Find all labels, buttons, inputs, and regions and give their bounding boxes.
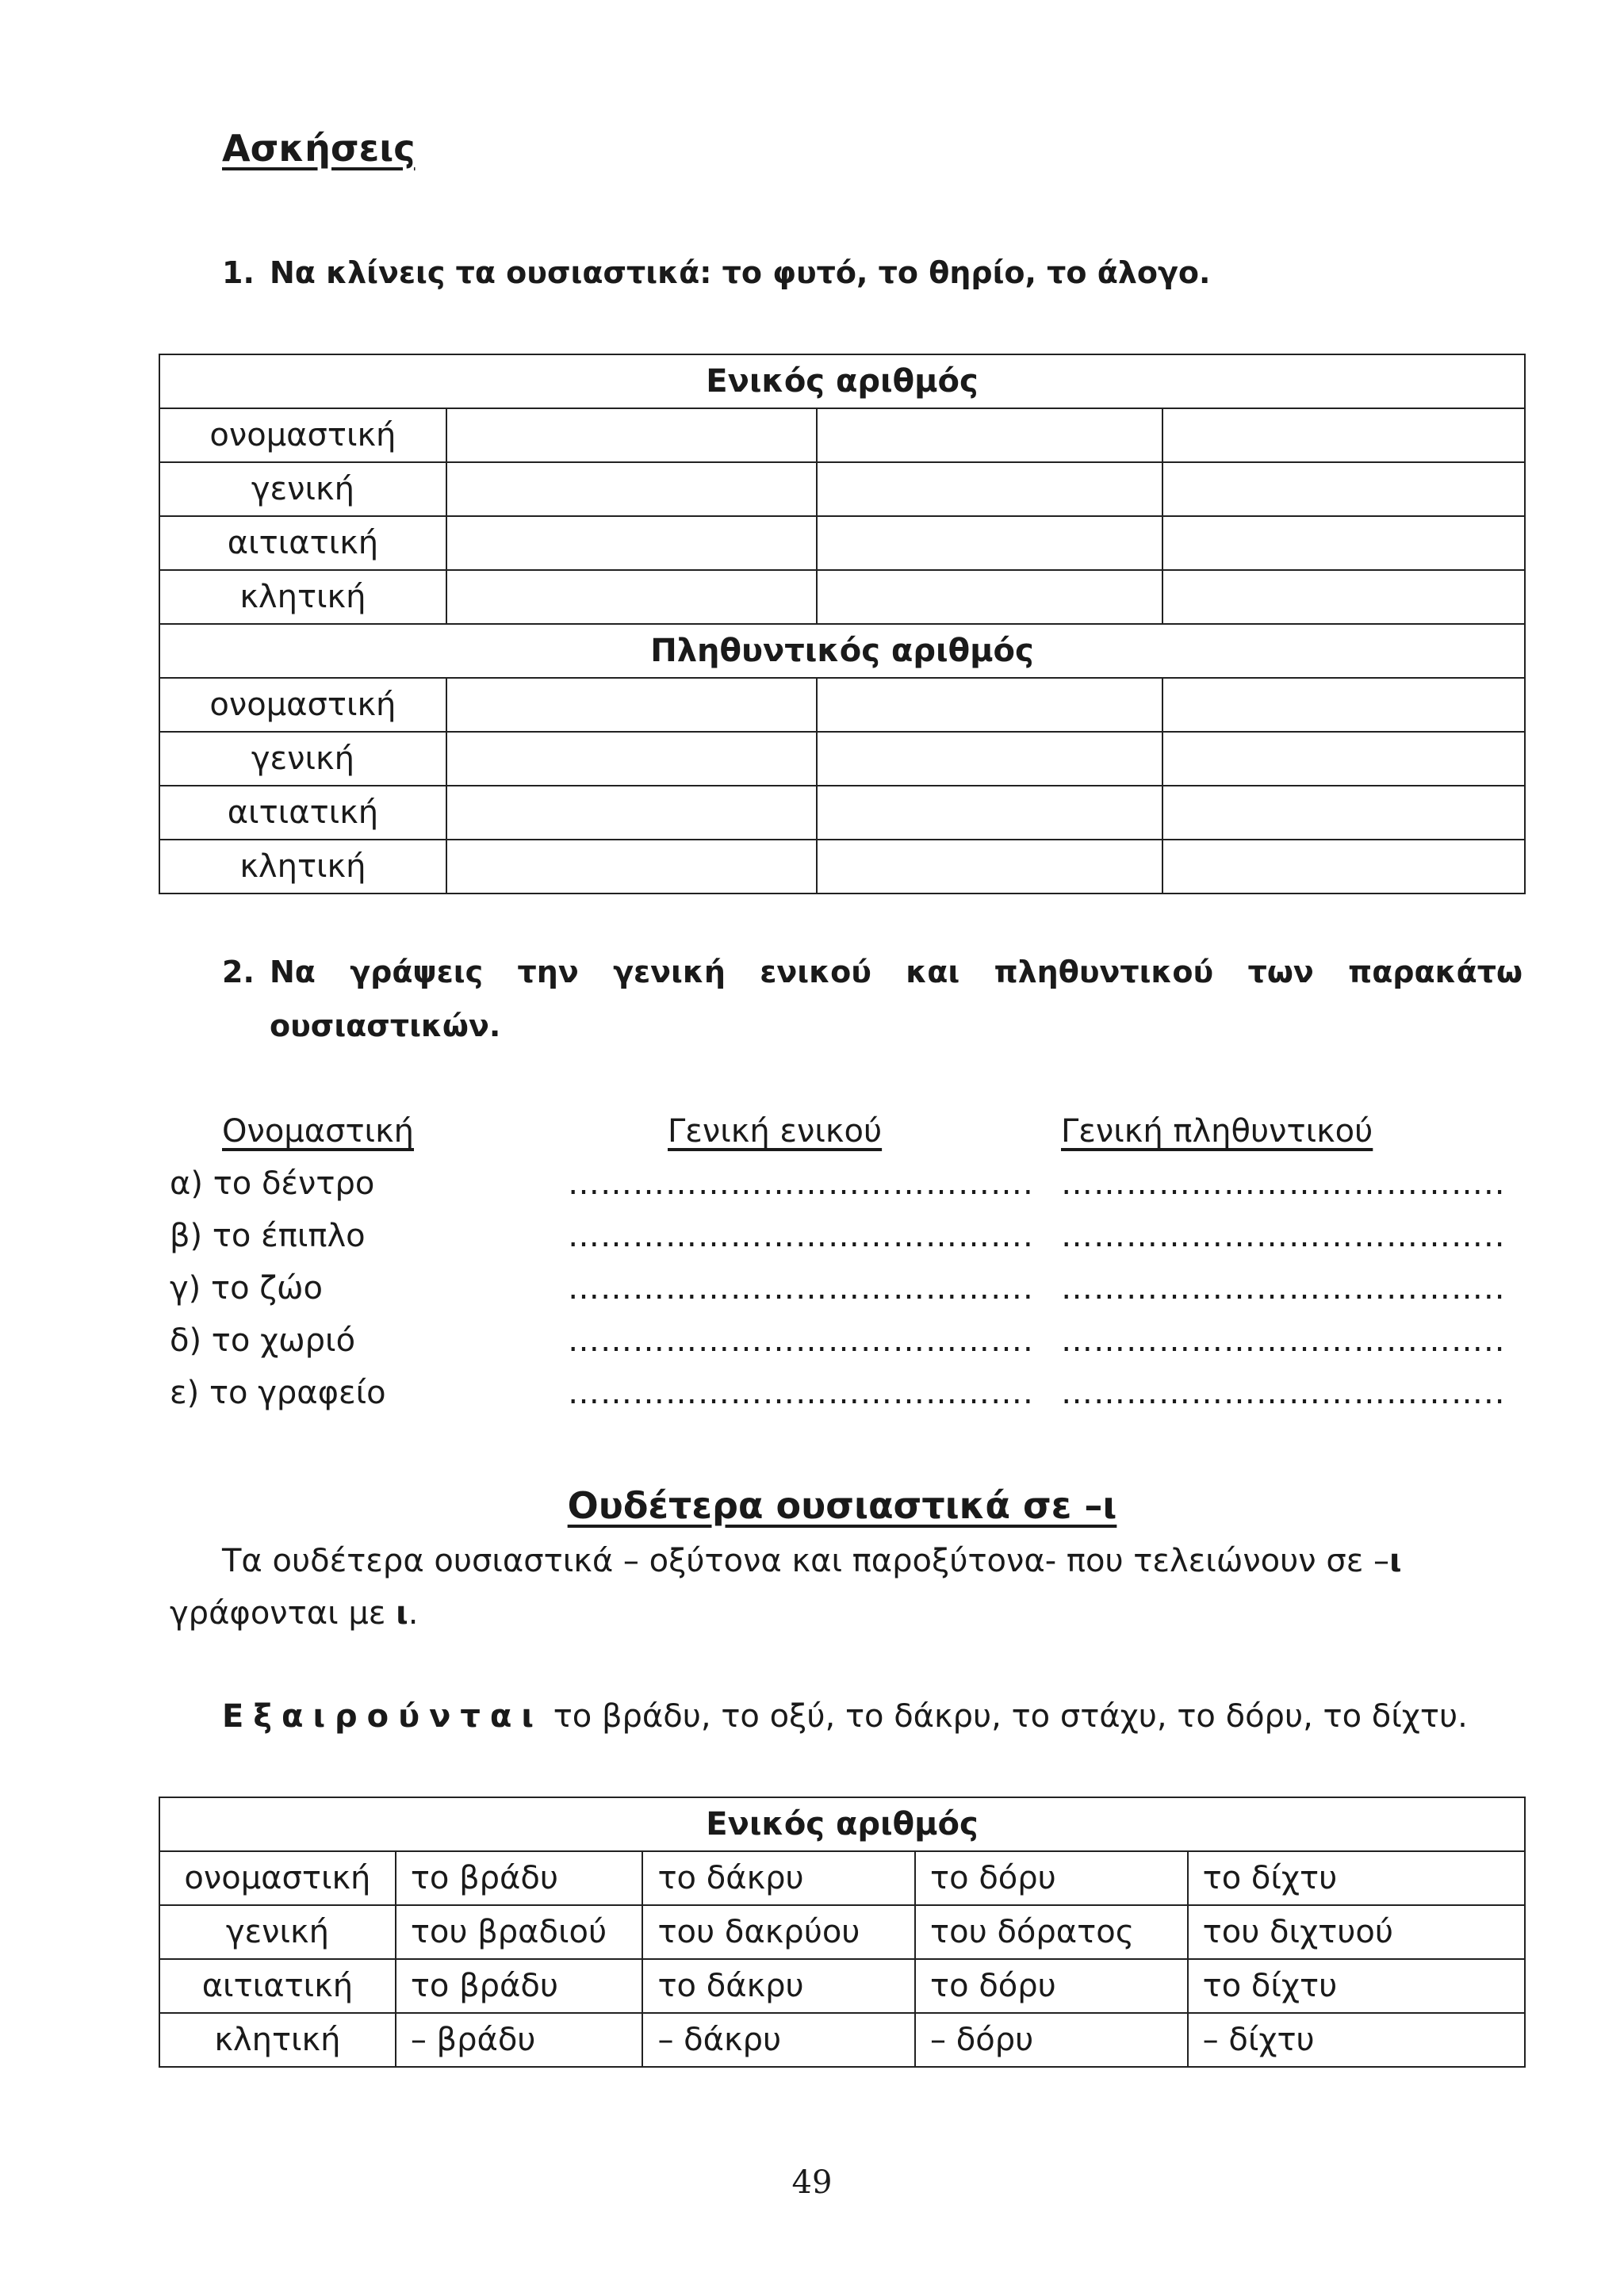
answer-cell[interactable] [1162,462,1525,516]
plural-header: Πληθυντικός αριθμός [159,624,1525,678]
answer-blank[interactable]: ………………………………….. [1061,1375,1506,1411]
exercise-2-number: 2. [222,955,255,989]
answer-blank[interactable]: ……………………………………. [568,1165,1034,1202]
table-row [159,732,1525,786]
section-title: Ουδέτερα ουσιαστικά σε –ι [567,1484,1117,1527]
table-row [159,516,1525,570]
table-row [159,1905,1525,1959]
answer-cell[interactable] [446,678,817,732]
table-cell: του βραδιού [396,1905,643,1959]
case-label: κλητική [159,570,446,624]
answer-cell[interactable] [1162,732,1525,786]
table-row [159,462,1525,516]
answer-blank[interactable]: ……………………………………. [568,1375,1034,1411]
answer-cell[interactable] [1162,678,1525,732]
case-label: γενική [159,1905,396,1959]
answer-cell[interactable] [1162,408,1525,462]
answer-cell[interactable] [817,786,1162,840]
list-item: γ) το ζώο [170,1270,323,1307]
singular-header: Ενικός αριθμός [159,1797,1525,1851]
table-cell: – δίχτυ [1188,2013,1525,2067]
table-cell: το δόρυ [915,1959,1188,2013]
case-label: αιτιατική [159,786,446,840]
answer-cell[interactable] [1162,840,1525,894]
answer-blank[interactable]: ………………………………….. [1061,1165,1506,1202]
answer-cell[interactable] [817,678,1162,732]
exceptions-text: το βράδυ, το οξύ, το δάκρυ, το στάχυ, το δόρυ, το δίχτυ. [543,1698,1468,1735]
table-row [159,678,1525,732]
column-header-genitive-singular: Γενική ενικού [668,1113,883,1150]
answer-cell[interactable] [446,732,817,786]
answer-blank[interactable]: ……………………………………. [568,1322,1034,1359]
singular-header: Ενικός αριθμός [159,354,1525,408]
table-row [159,1851,1525,1905]
rule-paragraph [170,1535,1534,1640]
answer-cell[interactable] [446,570,817,624]
exercise-2-text-line-1: Να γράψεις την γενική ενικού και πληθυντικού των παρακάτω [270,955,1522,989]
exercise-1-instruction [222,255,1522,303]
table-cell: το δίχτυ [1188,1851,1525,1905]
case-label: κλητική [159,840,446,894]
column-header-genitive-plural: Γενική πληθυντικού [1061,1113,1373,1150]
answer-cell[interactable] [817,570,1162,624]
declension-table [159,354,1526,894]
table-cell: το δάκρυ [642,1851,915,1905]
table-cell: του διχτυού [1188,1905,1525,1959]
exercise-1-text: Να κλίνεις τα ουσιαστικά: το φυτό, το θηρίο, το άλογο. [270,255,1211,290]
exercise-1-number: 1. [222,255,255,290]
case-label: αιτιατική [159,1959,396,2013]
irregular-declension-table [159,1797,1526,2068]
page-title: Ασκήσεις [222,127,416,170]
answer-blank[interactable]: ………………………………….. [1061,1218,1506,1254]
answer-cell[interactable] [446,408,817,462]
case-label: ονομαστική [159,408,446,462]
rule-emphasis: ι [396,1595,408,1632]
table-row [159,840,1525,894]
list-item: α) το δέντρο [170,1165,375,1202]
exceptions-line [222,1690,1538,1743]
answer-cell[interactable] [1162,570,1525,624]
table-cell: το βράδυ [396,1959,643,2013]
table-row [159,408,1525,462]
rule-emphasis: ι [1389,1543,1402,1579]
answer-cell[interactable] [446,516,817,570]
answer-blank[interactable]: ……………………………………. [568,1270,1034,1307]
rule-text: . [408,1595,419,1632]
table-cell: – βράδυ [396,2013,643,2067]
case-label: κλητική [159,2013,396,2067]
table-cell: – δάκρυ [642,2013,915,2067]
rule-text: γράφονται με [170,1595,396,1632]
page-number: 49 [791,2164,833,2201]
answer-cell[interactable] [817,516,1162,570]
answer-cell[interactable] [817,408,1162,462]
table-row [159,786,1525,840]
case-label: αιτιατική [159,516,446,570]
answer-blank[interactable]: ……………………………………. [568,1218,1034,1254]
column-header-nominative: Ονομαστική [222,1113,415,1150]
answer-cell[interactable] [446,462,817,516]
exercise-2-text-line-2: ουσιαστικών. [270,1008,501,1043]
answer-cell[interactable] [446,840,817,894]
table-cell: το δίχτυ [1188,1959,1525,2013]
rule-text: Τα ουδέτερα ουσιαστικά – οξύτονα και παροξύτονα- που τελειώνουν σε – [222,1543,1390,1579]
answer-blank[interactable]: ………………………………….. [1061,1322,1506,1359]
answer-cell[interactable] [817,462,1162,516]
list-item: δ) το χωριό [170,1322,356,1359]
answer-cell[interactable] [817,840,1162,894]
case-label: γενική [159,732,446,786]
table-row [159,570,1525,624]
exceptions-label: Εξαιρούνται [222,1698,543,1735]
table-cell: του δακρύου [642,1905,915,1959]
list-item: β) το έπιπλο [170,1218,366,1254]
table-cell: το δόρυ [915,1851,1188,1905]
table-cell: το βράδυ [396,1851,643,1905]
answer-cell[interactable] [446,786,817,840]
exercise-2-instruction [222,955,1522,1058]
answer-blank[interactable]: ………………………………….. [1061,1270,1506,1307]
answer-cell[interactable] [1162,786,1525,840]
answer-cell[interactable] [1162,516,1525,570]
table-cell: του δόρατος [915,1905,1188,1959]
table-row [159,1959,1525,2013]
case-label: ονομαστική [159,678,446,732]
table-cell: – δόρυ [915,2013,1188,2067]
table-row [159,2013,1525,2067]
table-cell: το δάκρυ [642,1959,915,2013]
case-label: γενική [159,462,446,516]
list-item: ε) το γραφείο [170,1375,386,1411]
case-label: ονομαστική [159,1851,396,1905]
answer-cell[interactable] [817,732,1162,786]
